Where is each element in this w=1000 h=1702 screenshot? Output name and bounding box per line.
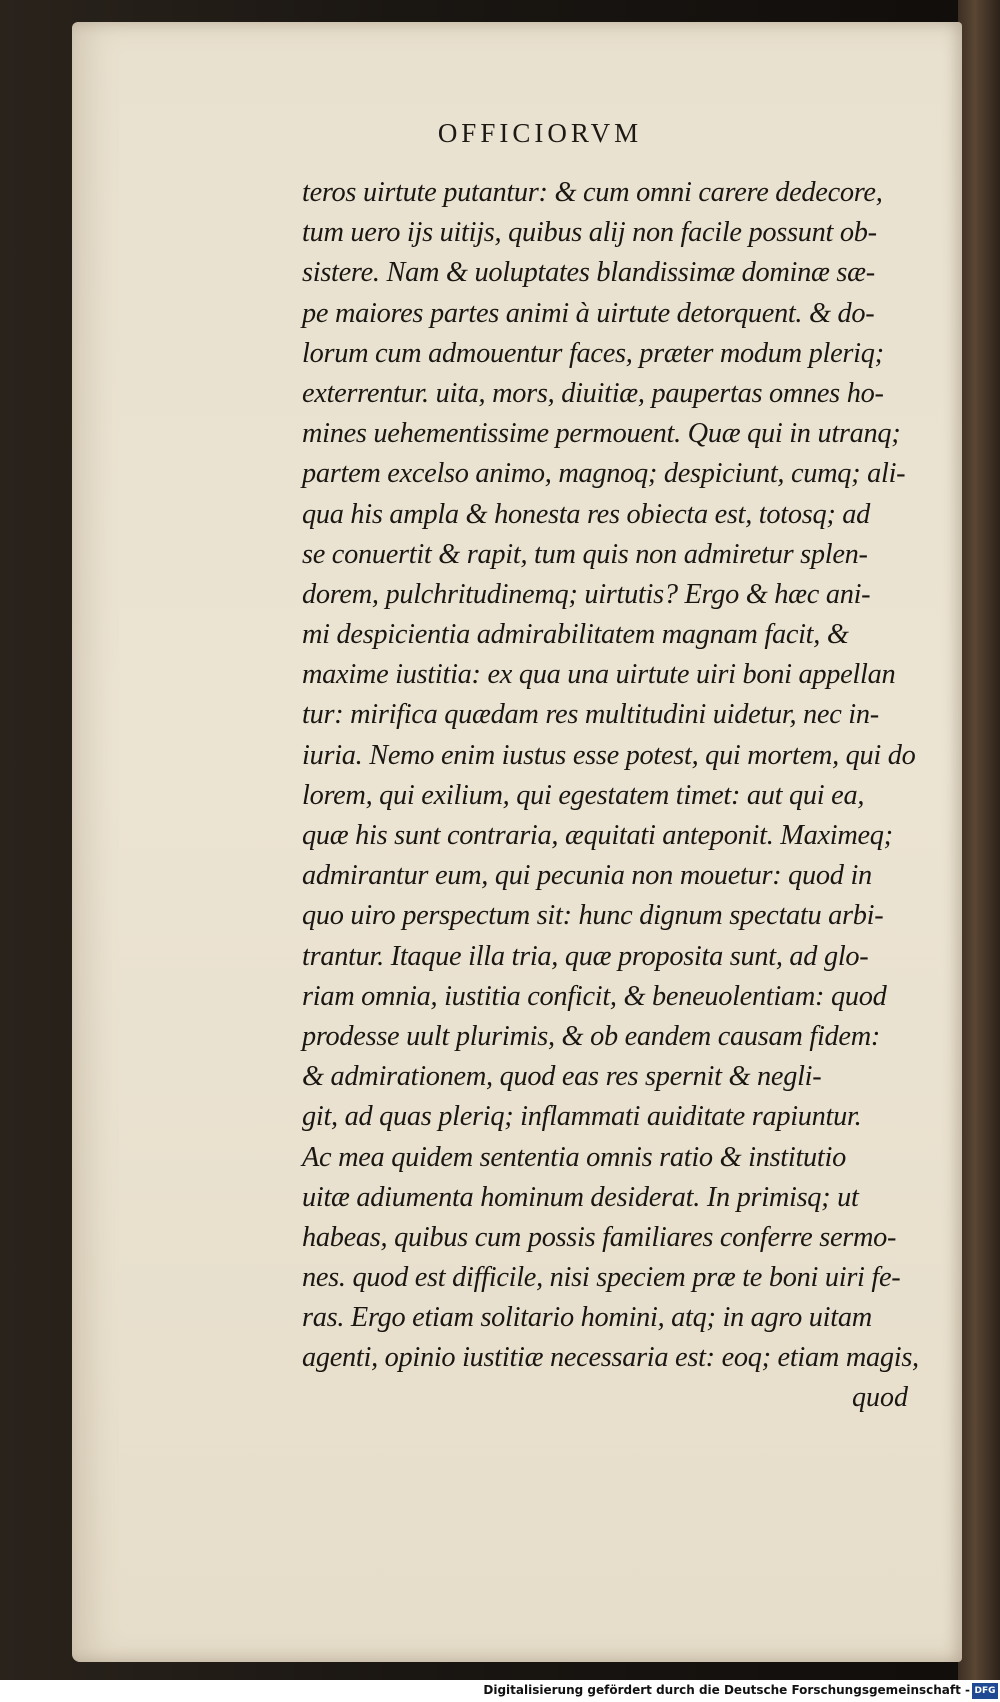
footer-credit: Digitalisierung gefördert durch die Deutsche Forschungsgemeinschaft - <box>483 1683 970 1697</box>
text-line: quo uiro perspectum sit: hunc dignum spectatu arbi- <box>302 899 884 932</box>
text-line: se conuertit & rapit, tum quis non admiretur splen- <box>302 537 868 570</box>
text-line: iuria. Nemo enim iustus esse potest, qui mortem, qui do <box>302 738 916 771</box>
text-line: prodesse uult plurimis, & ob eandem causam fidem: <box>302 1019 881 1052</box>
text-line: ras. Ergo etiam solitario homini, atq; in agro uitam <box>302 1301 872 1334</box>
text-line: qua his ampla & honesta res obiecta est, totosq; ad <box>302 497 870 530</box>
text-line: riam omnia, iustitia conficit, & beneuolentiam: quod <box>302 979 887 1012</box>
text-line: mines uehementissime permouent. Quæ qui in utranq; <box>302 417 901 450</box>
text-line: nes. quod est difficile, nisi speciem præ te boni uiri fe- <box>302 1261 901 1294</box>
text-block <box>302 172 957 1378</box>
text-line: partem excelso animo, magnoq; despiciunt, cumq; ali- <box>302 457 906 490</box>
text-line: uitæ adiumenta hominum desiderat. In primisq; ut <box>302 1180 859 1213</box>
running-head: OFFICIORVM <box>437 118 643 148</box>
text-line: lorem, qui exilium, qui egestatem timet: aut qui ea, <box>302 778 865 811</box>
book-edge <box>958 0 1000 1680</box>
text-line: lorum cum admouentur faces, præter modum pleriq; <box>302 336 884 369</box>
text-line: maxime iustitia: ex qua una uirtute uiri boni appellan <box>302 658 896 691</box>
text-line: & admirationem, quod eas res spernit & negli- <box>302 1060 822 1093</box>
footer-bar <box>0 1680 1000 1702</box>
text-line: Ac mea quidem sententia omnis ratio & institutio <box>302 1140 846 1173</box>
text-line: tum uero ijs uitijs, quibus alij non facile possunt ob- <box>302 216 877 249</box>
text-line: exterrentur. uita, mors, diuitiæ, paupertas omnes ho- <box>302 376 884 409</box>
dfg-logo-icon: DFG <box>972 1683 998 1699</box>
text-line: dorem, pulchritudinemq; uirtutis? Ergo & hæc ani- <box>302 577 871 610</box>
text-line: sistere. Nam & uoluptates blandissimæ dominæ sæ- <box>302 256 875 289</box>
text-line: teros uirtute putantur: & cum omni carere dedecore, <box>302 176 883 208</box>
text-line: tur: mirifica quædam res multitudini uidetur, nec in- <box>302 698 879 731</box>
text-line: agenti, opinio iustitiæ necessaria est: eoq; etiam magis, <box>302 1341 919 1374</box>
catchword: quod <box>852 1382 908 1413</box>
text-line: mi despicientia admirabilitatem magnam facit, & <box>302 618 849 651</box>
text-line: pe maiores partes animi à uirtute detorquent. & do- <box>302 296 875 329</box>
text-line: trantur. Itaque illa tria, quæ proposita sunt, ad glo- <box>302 939 869 972</box>
text-line: git, ad quas pleriq; inflammati auiditate rapiuntur. <box>302 1100 862 1133</box>
text-line: habeas, quibus cum possis familiares conferre sermo- <box>302 1220 897 1253</box>
text-line: quæ his sunt contraria, æquitati anteponit. Maximeq; <box>302 819 893 851</box>
text-line: admirantur eum, qui pecunia non mouetur: quod in <box>302 859 872 892</box>
